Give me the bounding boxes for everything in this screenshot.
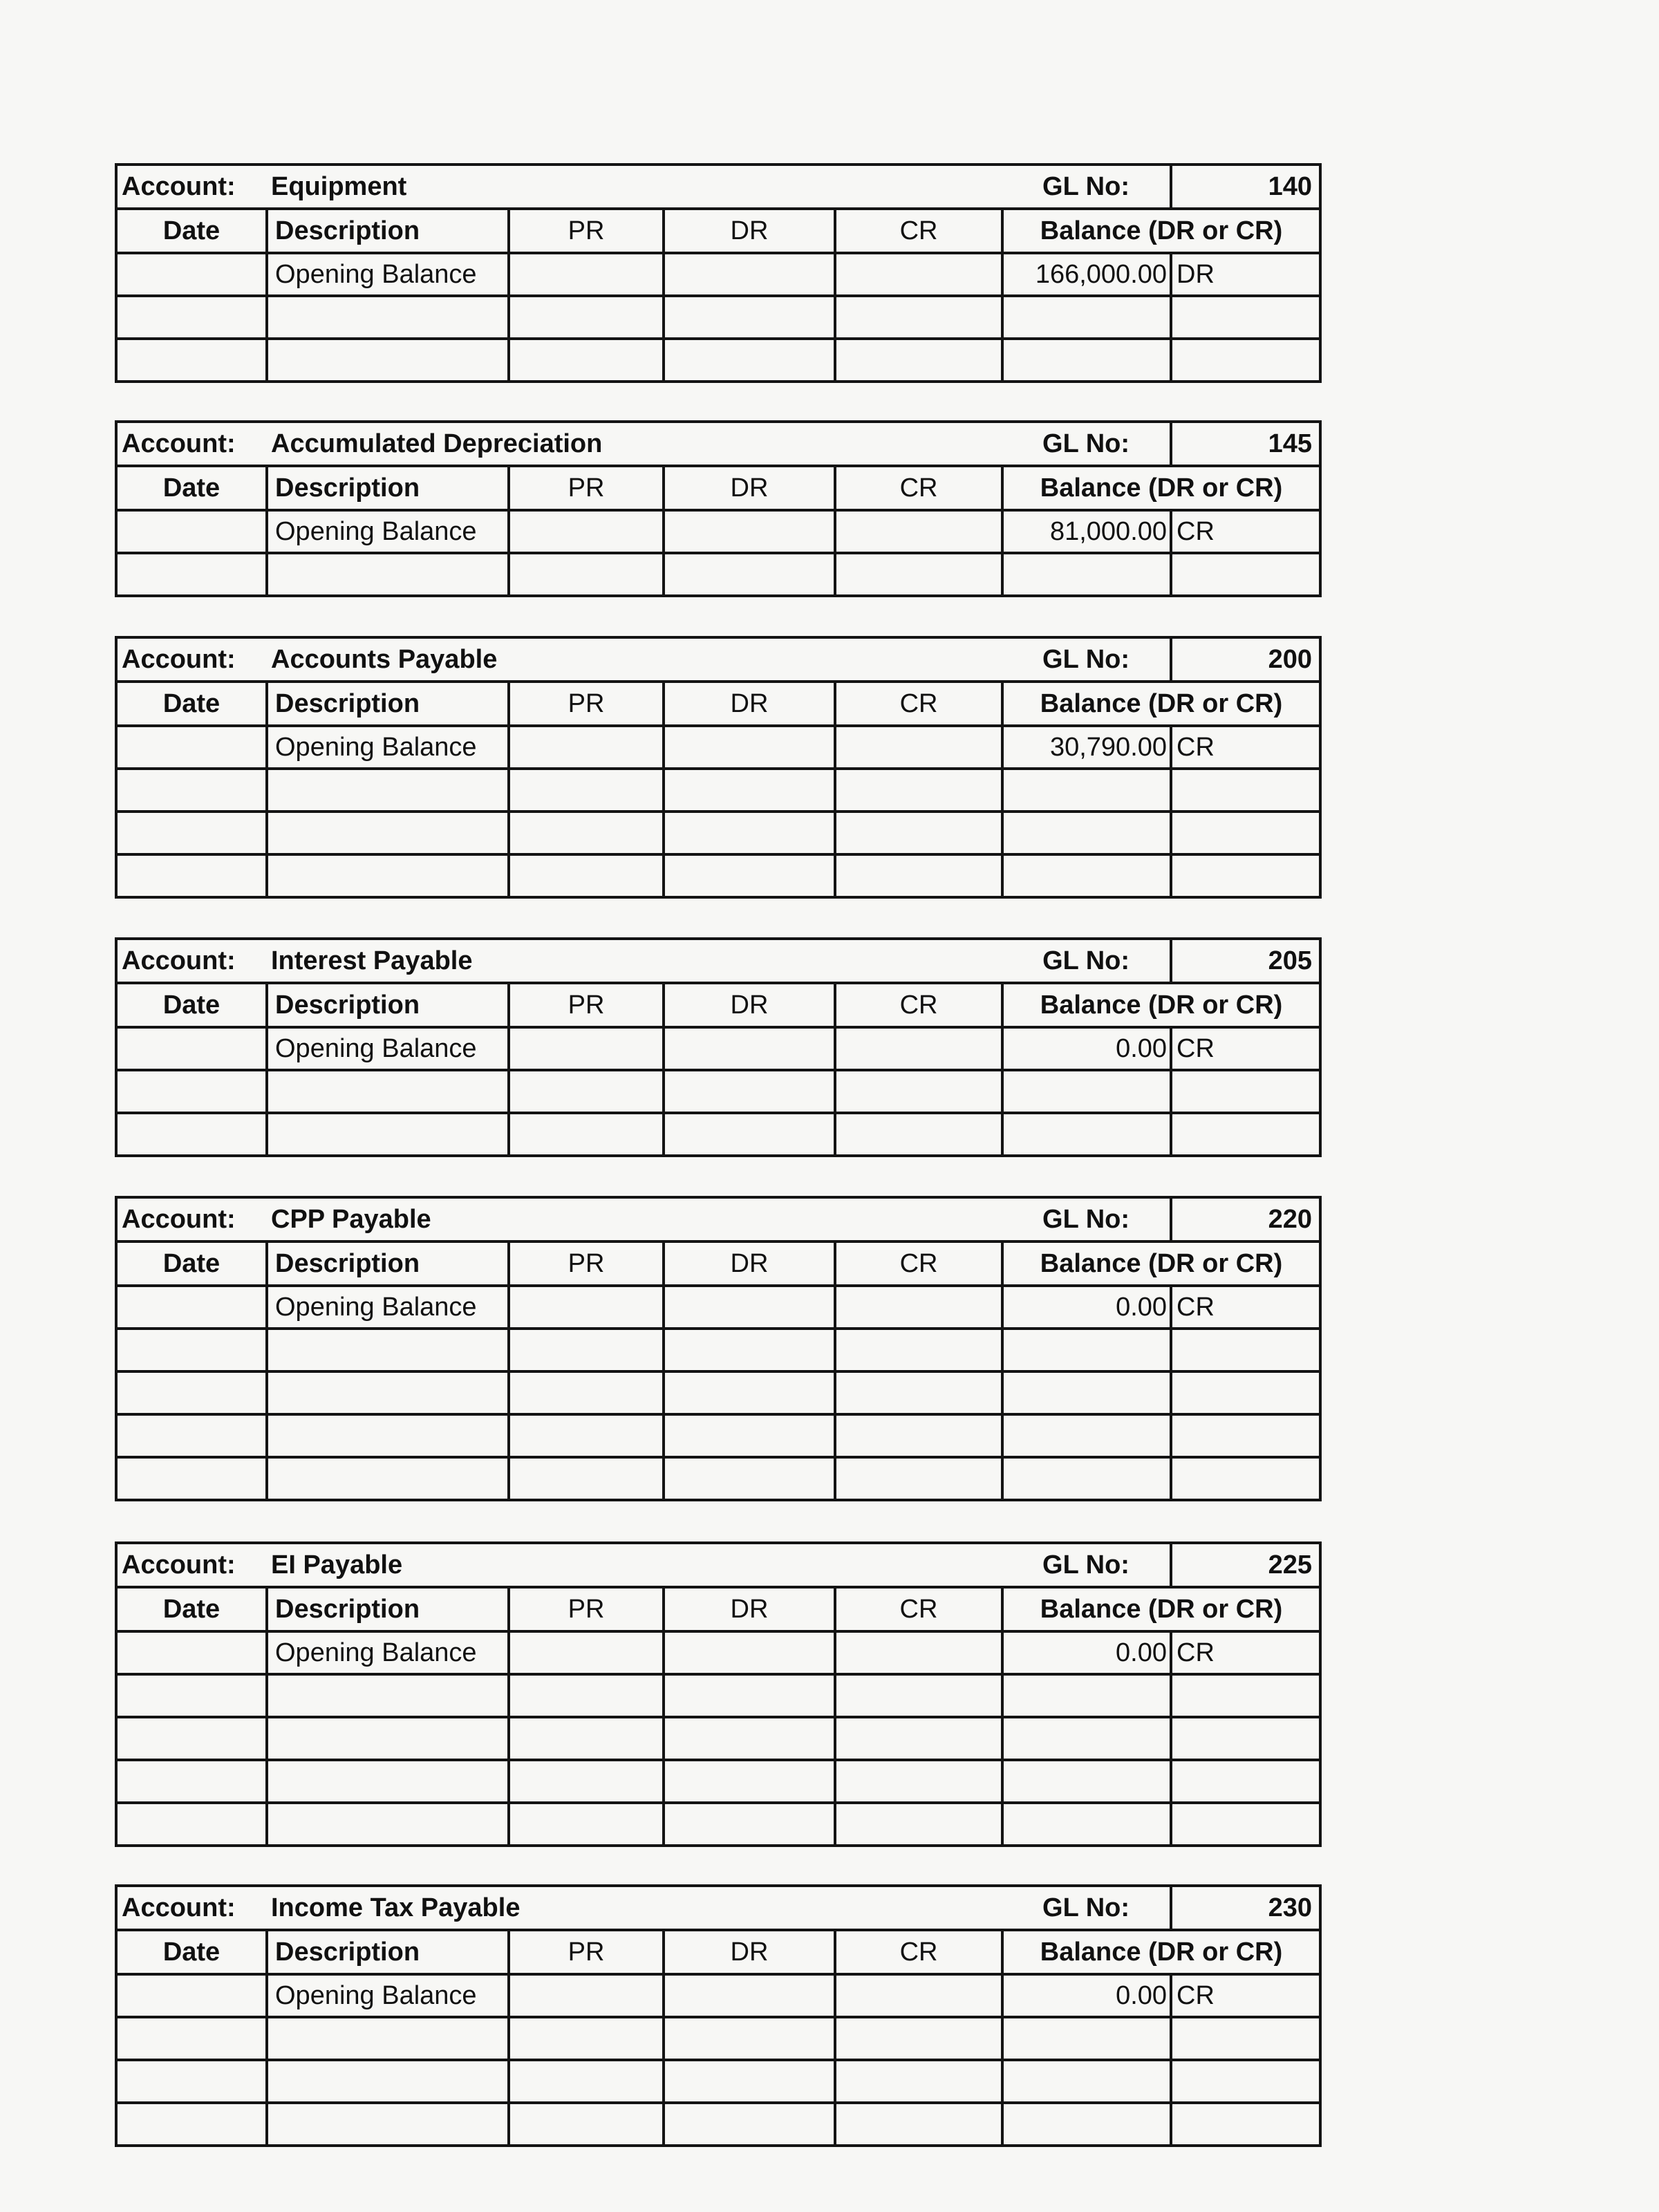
date-cell[interactable] [116, 1803, 267, 1846]
pr-cell[interactable] [509, 1760, 664, 1803]
date-cell[interactable] [116, 1674, 267, 1717]
blank-entry-row [116, 769, 1320, 812]
pr-cell[interactable] [509, 1329, 664, 1371]
pr-cell[interactable] [509, 2103, 664, 2146]
balance-amount-cell[interactable] [1002, 1457, 1171, 1500]
description-cell[interactable] [267, 296, 509, 339]
description-cell[interactable] [267, 1329, 509, 1371]
opening-balance-amount: 0.00 [1002, 1286, 1171, 1329]
balance-header: Balance (DR or CR) [1002, 1587, 1320, 1631]
ledger-table [115, 937, 1322, 1157]
blank-entry-row [116, 553, 1320, 596]
dr-cell[interactable] [664, 1974, 835, 2017]
cr-cell[interactable] [835, 339, 1002, 382]
ledger-account-row [116, 1197, 1320, 1241]
balance-side-cell[interactable] [1171, 769, 1320, 812]
balance-amount-cell[interactable] [1002, 1674, 1171, 1717]
pr-cell[interactable] [509, 2060, 664, 2103]
pr-cell[interactable] [509, 339, 664, 382]
description-header: Description [267, 1241, 509, 1286]
ledger-header-row [116, 1930, 1320, 1974]
description-header: Description [267, 682, 509, 726]
dr-header: DR [664, 983, 835, 1027]
description-cell[interactable] [267, 1070, 509, 1113]
account-name: EI Payable [267, 1543, 1002, 1587]
pr-cell[interactable] [509, 726, 664, 769]
dr-cell[interactable] [664, 1113, 835, 1156]
ledger-header-row [116, 209, 1320, 253]
ledger-table [115, 163, 1322, 383]
cr-cell[interactable] [835, 1027, 1002, 1070]
date-header: Date [116, 1587, 267, 1631]
description-cell[interactable] [267, 1760, 509, 1803]
ledger-header-row [116, 983, 1320, 1027]
account-label: Account: [116, 1886, 267, 1930]
date-cell[interactable] [116, 769, 267, 812]
ledger-account-row [116, 637, 1320, 682]
date-cell[interactable] [116, 1027, 267, 1070]
description-cell[interactable] [267, 1113, 509, 1156]
opening-balance-side: CR [1171, 726, 1320, 769]
gl-no-value: 200 [1171, 637, 1320, 682]
gl-no-value: 230 [1171, 1886, 1320, 1930]
opening-balance-amount: 30,790.00 [1002, 726, 1171, 769]
account-name: Interest Payable [267, 939, 1002, 983]
date-cell[interactable] [116, 1113, 267, 1156]
opening-balance-amount: 0.00 [1002, 1631, 1171, 1674]
ledger-table [115, 1196, 1322, 1501]
balance-amount-cell[interactable] [1002, 553, 1171, 596]
dr-cell[interactable] [664, 1070, 835, 1113]
cr-cell[interactable] [835, 1674, 1002, 1717]
date-header: Date [116, 1930, 267, 1974]
dr-cell[interactable] [664, 1329, 835, 1371]
date-cell[interactable] [116, 854, 267, 897]
date-cell[interactable] [116, 510, 267, 553]
date-cell[interactable] [116, 1974, 267, 2017]
account-label: Account: [116, 637, 267, 682]
pr-cell[interactable] [509, 1286, 664, 1329]
blank-entry-row [116, 1674, 1320, 1717]
balance-side-cell[interactable] [1171, 812, 1320, 854]
cr-cell[interactable] [835, 1760, 1002, 1803]
dr-cell[interactable] [664, 2060, 835, 2103]
blank-entry-row [116, 854, 1320, 897]
pr-cell[interactable] [509, 1027, 664, 1070]
dr-cell[interactable] [664, 1760, 835, 1803]
dr-cell[interactable] [664, 1717, 835, 1760]
balance-amount-cell[interactable] [1002, 1760, 1171, 1803]
opening-balance-row [116, 1974, 1320, 2017]
dr-cell[interactable] [664, 1457, 835, 1500]
balance-header: Balance (DR or CR) [1002, 983, 1320, 1027]
pr-cell[interactable] [509, 769, 664, 812]
description-cell[interactable] [267, 1674, 509, 1717]
date-cell[interactable] [116, 1717, 267, 1760]
dr-cell[interactable] [664, 1674, 835, 1717]
cr-cell[interactable] [835, 1803, 1002, 1846]
date-header: Date [116, 983, 267, 1027]
dr-cell[interactable] [664, 854, 835, 897]
balance-amount-cell[interactable] [1002, 812, 1171, 854]
date-cell[interactable] [116, 1631, 267, 1674]
opening-balance-label: Opening Balance [267, 1027, 509, 1070]
cr-header: CR [835, 466, 1002, 510]
balance-header: Balance (DR or CR) [1002, 682, 1320, 726]
opening-balance-row [116, 1631, 1320, 1674]
opening-balance-label: Opening Balance [267, 1631, 509, 1674]
account-label: Account: [116, 165, 267, 209]
balance-side-cell[interactable] [1171, 1329, 1320, 1371]
opening-balance-row [116, 510, 1320, 553]
description-header: Description [267, 983, 509, 1027]
dr-cell[interactable] [664, 296, 835, 339]
pr-cell[interactable] [509, 510, 664, 553]
dr-cell[interactable] [664, 1803, 835, 1846]
dr-cell[interactable] [664, 553, 835, 596]
blank-entry-row [116, 2017, 1320, 2060]
date-header: Date [116, 209, 267, 253]
cr-header: CR [835, 1930, 1002, 1974]
opening-balance-side: CR [1171, 1027, 1320, 1070]
date-cell[interactable] [116, 1371, 267, 1414]
ledger-account-row [116, 165, 1320, 209]
gl-no-value: 140 [1171, 165, 1320, 209]
blank-entry-row [116, 1803, 1320, 1846]
date-cell[interactable] [116, 296, 267, 339]
blank-entry-row [116, 1457, 1320, 1500]
cr-header: CR [835, 983, 1002, 1027]
date-cell[interactable] [116, 553, 267, 596]
dr-cell[interactable] [664, 1027, 835, 1070]
ledger-header-row [116, 1587, 1320, 1631]
opening-balance-side: CR [1171, 510, 1320, 553]
pr-cell[interactable] [509, 253, 664, 296]
opening-balance-amount: 166,000.00 [1002, 253, 1171, 296]
dr-cell[interactable] [664, 812, 835, 854]
gl-no-label: GL No: [1002, 1886, 1171, 1930]
dr-cell[interactable] [664, 1371, 835, 1414]
balance-amount-cell[interactable] [1002, 1113, 1171, 1156]
opening-balance-side: DR [1171, 253, 1320, 296]
ledger-header-row [116, 682, 1320, 726]
balance-side-cell[interactable] [1171, 1414, 1320, 1457]
opening-balance-label: Opening Balance [267, 510, 509, 553]
account-name: Accounts Payable [267, 637, 1002, 682]
description-cell[interactable] [267, 2017, 509, 2060]
cr-cell[interactable] [835, 510, 1002, 553]
dr-cell[interactable] [664, 339, 835, 382]
description-cell[interactable] [267, 1414, 509, 1457]
dr-cell[interactable] [664, 253, 835, 296]
dr-cell[interactable] [664, 1414, 835, 1457]
blank-entry-row [116, 1760, 1320, 1803]
blank-entry-row [116, 1329, 1320, 1371]
blank-entry-row [116, 1717, 1320, 1760]
blank-entry-row [116, 2103, 1320, 2146]
cr-cell[interactable] [835, 296, 1002, 339]
gl-no-label: GL No: [1002, 165, 1171, 209]
pr-header: PR [509, 1930, 664, 1974]
balance-amount-cell[interactable] [1002, 2103, 1171, 2146]
dr-cell[interactable] [664, 510, 835, 553]
opening-balance-side: CR [1171, 1974, 1320, 2017]
cr-cell[interactable] [835, 1974, 1002, 2017]
gl-no-label: GL No: [1002, 422, 1171, 466]
opening-balance-row [116, 253, 1320, 296]
balance-amount-cell[interactable] [1002, 769, 1171, 812]
balance-side-cell[interactable] [1171, 2060, 1320, 2103]
description-cell[interactable] [267, 769, 509, 812]
cr-header: CR [835, 1241, 1002, 1286]
pr-cell[interactable] [509, 1457, 664, 1500]
date-header: Date [116, 1241, 267, 1286]
opening-balance-label: Opening Balance [267, 1974, 509, 2017]
ledger-account-row [116, 939, 1320, 983]
description-cell[interactable] [267, 2060, 509, 2103]
balance-side-cell[interactable] [1171, 1070, 1320, 1113]
description-header: Description [267, 209, 509, 253]
ledger-account-row [116, 1543, 1320, 1587]
cr-cell[interactable] [835, 726, 1002, 769]
pr-cell[interactable] [509, 854, 664, 897]
cr-cell[interactable] [835, 1329, 1002, 1371]
gl-no-value: 205 [1171, 939, 1320, 983]
balance-amount-cell[interactable] [1002, 1717, 1171, 1760]
ledger-table [115, 1541, 1322, 1847]
description-cell[interactable] [267, 339, 509, 382]
cr-cell[interactable] [835, 1717, 1002, 1760]
cr-cell[interactable] [835, 1070, 1002, 1113]
ledger-header-row [116, 466, 1320, 510]
description-cell[interactable] [267, 1371, 509, 1414]
pr-cell[interactable] [509, 1803, 664, 1846]
description-cell[interactable] [267, 1457, 509, 1500]
balance-side-cell[interactable] [1171, 1803, 1320, 1846]
opening-balance-row [116, 726, 1320, 769]
account-label: Account: [116, 422, 267, 466]
pr-cell[interactable] [509, 553, 664, 596]
ledger-account-row [116, 422, 1320, 466]
cr-cell[interactable] [835, 2017, 1002, 2060]
gl-no-label: GL No: [1002, 1543, 1171, 1587]
description-cell[interactable] [267, 2103, 509, 2146]
dr-header: DR [664, 1587, 835, 1631]
balance-amount-cell[interactable] [1002, 2017, 1171, 2060]
cr-cell[interactable] [835, 1371, 1002, 1414]
balance-side-cell[interactable] [1171, 1674, 1320, 1717]
opening-balance-side: CR [1171, 1286, 1320, 1329]
dr-cell[interactable] [664, 726, 835, 769]
pr-cell[interactable] [509, 1717, 664, 1760]
balance-amount-cell[interactable] [1002, 1371, 1171, 1414]
cr-header: CR [835, 1587, 1002, 1631]
cr-cell[interactable] [835, 769, 1002, 812]
pr-header: PR [509, 209, 664, 253]
description-cell[interactable] [267, 553, 509, 596]
gl-no-label: GL No: [1002, 939, 1171, 983]
ledger-account-row [116, 1886, 1320, 1930]
pr-cell[interactable] [509, 1974, 664, 2017]
ledger-header-row [116, 1241, 1320, 1286]
pr-header: PR [509, 466, 664, 510]
cr-cell[interactable] [835, 1631, 1002, 1674]
pr-cell[interactable] [509, 2017, 664, 2060]
description-header: Description [267, 466, 509, 510]
date-header: Date [116, 466, 267, 510]
date-cell[interactable] [116, 339, 267, 382]
opening-balance-row [116, 1286, 1320, 1329]
balance-side-cell[interactable] [1171, 1760, 1320, 1803]
account-label: Account: [116, 939, 267, 983]
pr-cell[interactable] [509, 296, 664, 339]
blank-entry-row [116, 1371, 1320, 1414]
balance-side-cell[interactable] [1171, 1371, 1320, 1414]
dr-header: DR [664, 1241, 835, 1286]
ledger-table [115, 636, 1322, 899]
description-cell[interactable] [267, 1803, 509, 1846]
gl-no-value: 145 [1171, 422, 1320, 466]
dr-header: DR [664, 1930, 835, 1974]
dr-header: DR [664, 682, 835, 726]
blank-entry-row [116, 296, 1320, 339]
cr-cell[interactable] [835, 1113, 1002, 1156]
balance-header: Balance (DR or CR) [1002, 1241, 1320, 1286]
balance-side-cell[interactable] [1171, 1717, 1320, 1760]
balance-amount-cell[interactable] [1002, 296, 1171, 339]
balance-amount-cell[interactable] [1002, 1414, 1171, 1457]
balance-amount-cell[interactable] [1002, 1803, 1171, 1846]
cr-cell[interactable] [835, 553, 1002, 596]
opening-balance-label: Opening Balance [267, 1286, 509, 1329]
account-name: Income Tax Payable [267, 1886, 1002, 1930]
pr-cell[interactable] [509, 1070, 664, 1113]
date-cell[interactable] [116, 1286, 267, 1329]
balance-side-cell[interactable] [1171, 1113, 1320, 1156]
account-label: Account: [116, 1197, 267, 1241]
dr-cell[interactable] [664, 1631, 835, 1674]
cr-cell[interactable] [835, 1457, 1002, 1500]
description-cell[interactable] [267, 1717, 509, 1760]
balance-side-cell[interactable] [1171, 854, 1320, 897]
blank-entry-row [116, 1414, 1320, 1457]
description-cell[interactable] [267, 812, 509, 854]
balance-amount-cell[interactable] [1002, 1070, 1171, 1113]
date-cell[interactable] [116, 1760, 267, 1803]
date-cell[interactable] [116, 1070, 267, 1113]
blank-entry-row [116, 339, 1320, 382]
pr-header: PR [509, 682, 664, 726]
dr-cell[interactable] [664, 769, 835, 812]
gl-no-value: 225 [1171, 1543, 1320, 1587]
date-cell[interactable] [116, 2060, 267, 2103]
balance-side-cell[interactable] [1171, 1457, 1320, 1500]
balance-amount-cell[interactable] [1002, 339, 1171, 382]
date-cell[interactable] [116, 812, 267, 854]
cr-cell[interactable] [835, 253, 1002, 296]
ledger-table [115, 420, 1322, 597]
gl-no-label: GL No: [1002, 1197, 1171, 1241]
balance-side-cell[interactable] [1171, 339, 1320, 382]
pr-header: PR [509, 983, 664, 1027]
balance-header: Balance (DR or CR) [1002, 209, 1320, 253]
dr-cell[interactable] [664, 1286, 835, 1329]
date-cell[interactable] [116, 253, 267, 296]
opening-balance-amount: 0.00 [1002, 1974, 1171, 2017]
pr-cell[interactable] [509, 1631, 664, 1674]
cr-header: CR [835, 209, 1002, 253]
description-header: Description [267, 1587, 509, 1631]
balance-side-cell[interactable] [1171, 2017, 1320, 2060]
ledger-table [115, 1884, 1322, 2147]
date-header: Date [116, 682, 267, 726]
blank-entry-row [116, 2060, 1320, 2103]
gl-no-value: 220 [1171, 1197, 1320, 1241]
account-name: Equipment [267, 165, 1002, 209]
balance-side-cell[interactable] [1171, 553, 1320, 596]
dr-header: DR [664, 209, 835, 253]
opening-balance-label: Opening Balance [267, 253, 509, 296]
date-cell[interactable] [116, 2103, 267, 2146]
balance-side-cell[interactable] [1171, 296, 1320, 339]
pr-cell[interactable] [509, 812, 664, 854]
opening-balance-amount: 0.00 [1002, 1027, 1171, 1070]
balance-side-cell[interactable] [1171, 2103, 1320, 2146]
dr-cell[interactable] [664, 2017, 835, 2060]
blank-entry-row [116, 1113, 1320, 1156]
account-name: CPP Payable [267, 1197, 1002, 1241]
account-name: Accumulated Depreciation [267, 422, 1002, 466]
cr-header: CR [835, 682, 1002, 726]
pr-header: PR [509, 1587, 664, 1631]
date-cell[interactable] [116, 1457, 267, 1500]
cr-cell[interactable] [835, 854, 1002, 897]
cr-cell[interactable] [835, 1286, 1002, 1329]
description-header: Description [267, 1930, 509, 1974]
cr-cell[interactable] [835, 2103, 1002, 2146]
balance-header: Balance (DR or CR) [1002, 1930, 1320, 1974]
dr-header: DR [664, 466, 835, 510]
pr-cell[interactable] [509, 1414, 664, 1457]
balance-header: Balance (DR or CR) [1002, 466, 1320, 510]
cr-cell[interactable] [835, 812, 1002, 854]
opening-balance-side: CR [1171, 1631, 1320, 1674]
date-cell[interactable] [116, 1329, 267, 1371]
date-cell[interactable] [116, 726, 267, 769]
date-cell[interactable] [116, 2017, 267, 2060]
dr-cell[interactable] [664, 2103, 835, 2146]
pr-header: PR [509, 1241, 664, 1286]
opening-balance-amount: 81,000.00 [1002, 510, 1171, 553]
pr-cell[interactable] [509, 1371, 664, 1414]
date-cell[interactable] [116, 1414, 267, 1457]
blank-entry-row [116, 1070, 1320, 1113]
account-label: Account: [116, 1543, 267, 1587]
opening-balance-label: Opening Balance [267, 726, 509, 769]
balance-amount-cell[interactable] [1002, 854, 1171, 897]
cr-cell[interactable] [835, 1414, 1002, 1457]
pr-cell[interactable] [509, 1113, 664, 1156]
pr-cell[interactable] [509, 1674, 664, 1717]
gl-no-label: GL No: [1002, 637, 1171, 682]
balance-amount-cell[interactable] [1002, 2060, 1171, 2103]
cr-cell[interactable] [835, 2060, 1002, 2103]
description-cell[interactable] [267, 854, 509, 897]
opening-balance-row [116, 1027, 1320, 1070]
blank-entry-row [116, 812, 1320, 854]
balance-amount-cell[interactable] [1002, 1329, 1171, 1371]
